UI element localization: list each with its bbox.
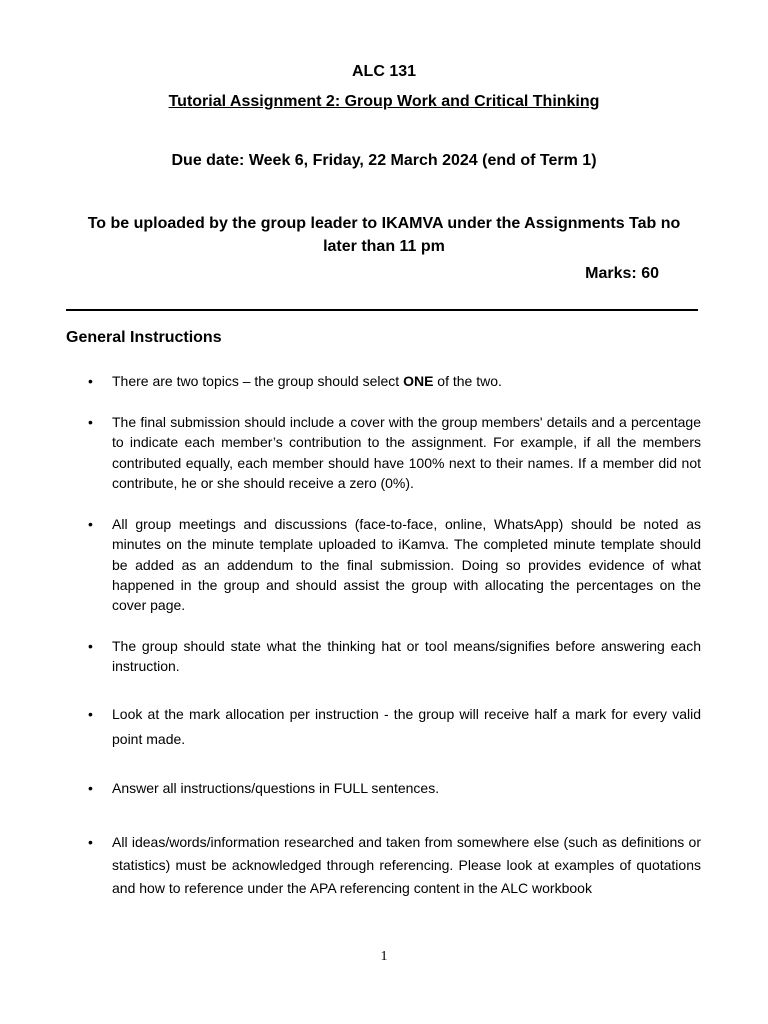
instruction-item-7	[88, 831, 701, 900]
section-heading: General Instructions	[66, 329, 222, 346]
instruction-text: The final submission should include a cover with the group members' details and a percentage to indicate each member’s contribution to the assignment. For example, if all the members contributed equally, each member should have 100% next to their names. If a member did not contribute, he or she should receive a zero (0%).	[112, 414, 701, 491]
marks-total: Marks: 60	[585, 265, 659, 282]
bullet-icon: •	[88, 373, 93, 389]
instruction-text: All ideas/words/information researched and taken from somewhere else (such as definitions or statistics) must be acknowledged through referencing. Please look at examples of quotations and how to reference under the APA referencing content in the ALC workbook	[112, 834, 701, 896]
bullet-icon: •	[88, 516, 93, 532]
instruction-text: Look at the mark allocation per instruction - the group will receive half a mark for every valid point made.	[112, 706, 701, 747]
page-number: 1	[380, 949, 388, 964]
bullet-icon: •	[88, 414, 93, 430]
instruction-text: of the two.	[433, 373, 502, 389]
upload-instruction: To be uploaded by the group leader to IKAMVA under the Assignments Tab no later than 11 pm	[87, 215, 681, 255]
instruction-item-6	[88, 778, 701, 798]
instruction-item-3	[88, 514, 701, 615]
instruction-emphasis: ONE	[403, 373, 434, 389]
bullet-icon: •	[88, 834, 93, 850]
course-code: ALC 131	[351, 63, 417, 80]
bullet-icon: •	[88, 638, 93, 654]
instruction-item-2	[88, 412, 701, 493]
bullet-icon: •	[88, 780, 93, 796]
horizontal-divider	[66, 309, 698, 311]
bullet-icon: •	[88, 706, 93, 722]
instruction-item-1	[88, 371, 701, 391]
instruction-text: The group should state what the thinking hat or tool means/signifies before answering each instruction.	[112, 638, 701, 675]
instruction-item-5	[88, 702, 701, 752]
assignment-title: Tutorial Assignment 2: Group Work and Critical Thinking	[168, 93, 600, 110]
instruction-text: All group meetings and discussions (face-to-face, online, WhatsApp) should be noted as minutes on the minute template uploaded to iKamva. The completed minute template should be added as an addendum to the final submission. Doing so provides evidence of what happened in the group and should assist the group with allocating the percentages on the cover page.	[112, 516, 701, 614]
instruction-text: Answer all instructions/questions in FULL sentences.	[112, 780, 440, 796]
instruction-item-4	[88, 636, 701, 677]
due-date: Due date: Week 6, Friday, 22 March 2024 (end of Term 1)	[171, 152, 597, 169]
instruction-text: There are two topics – the group should select	[112, 373, 404, 389]
